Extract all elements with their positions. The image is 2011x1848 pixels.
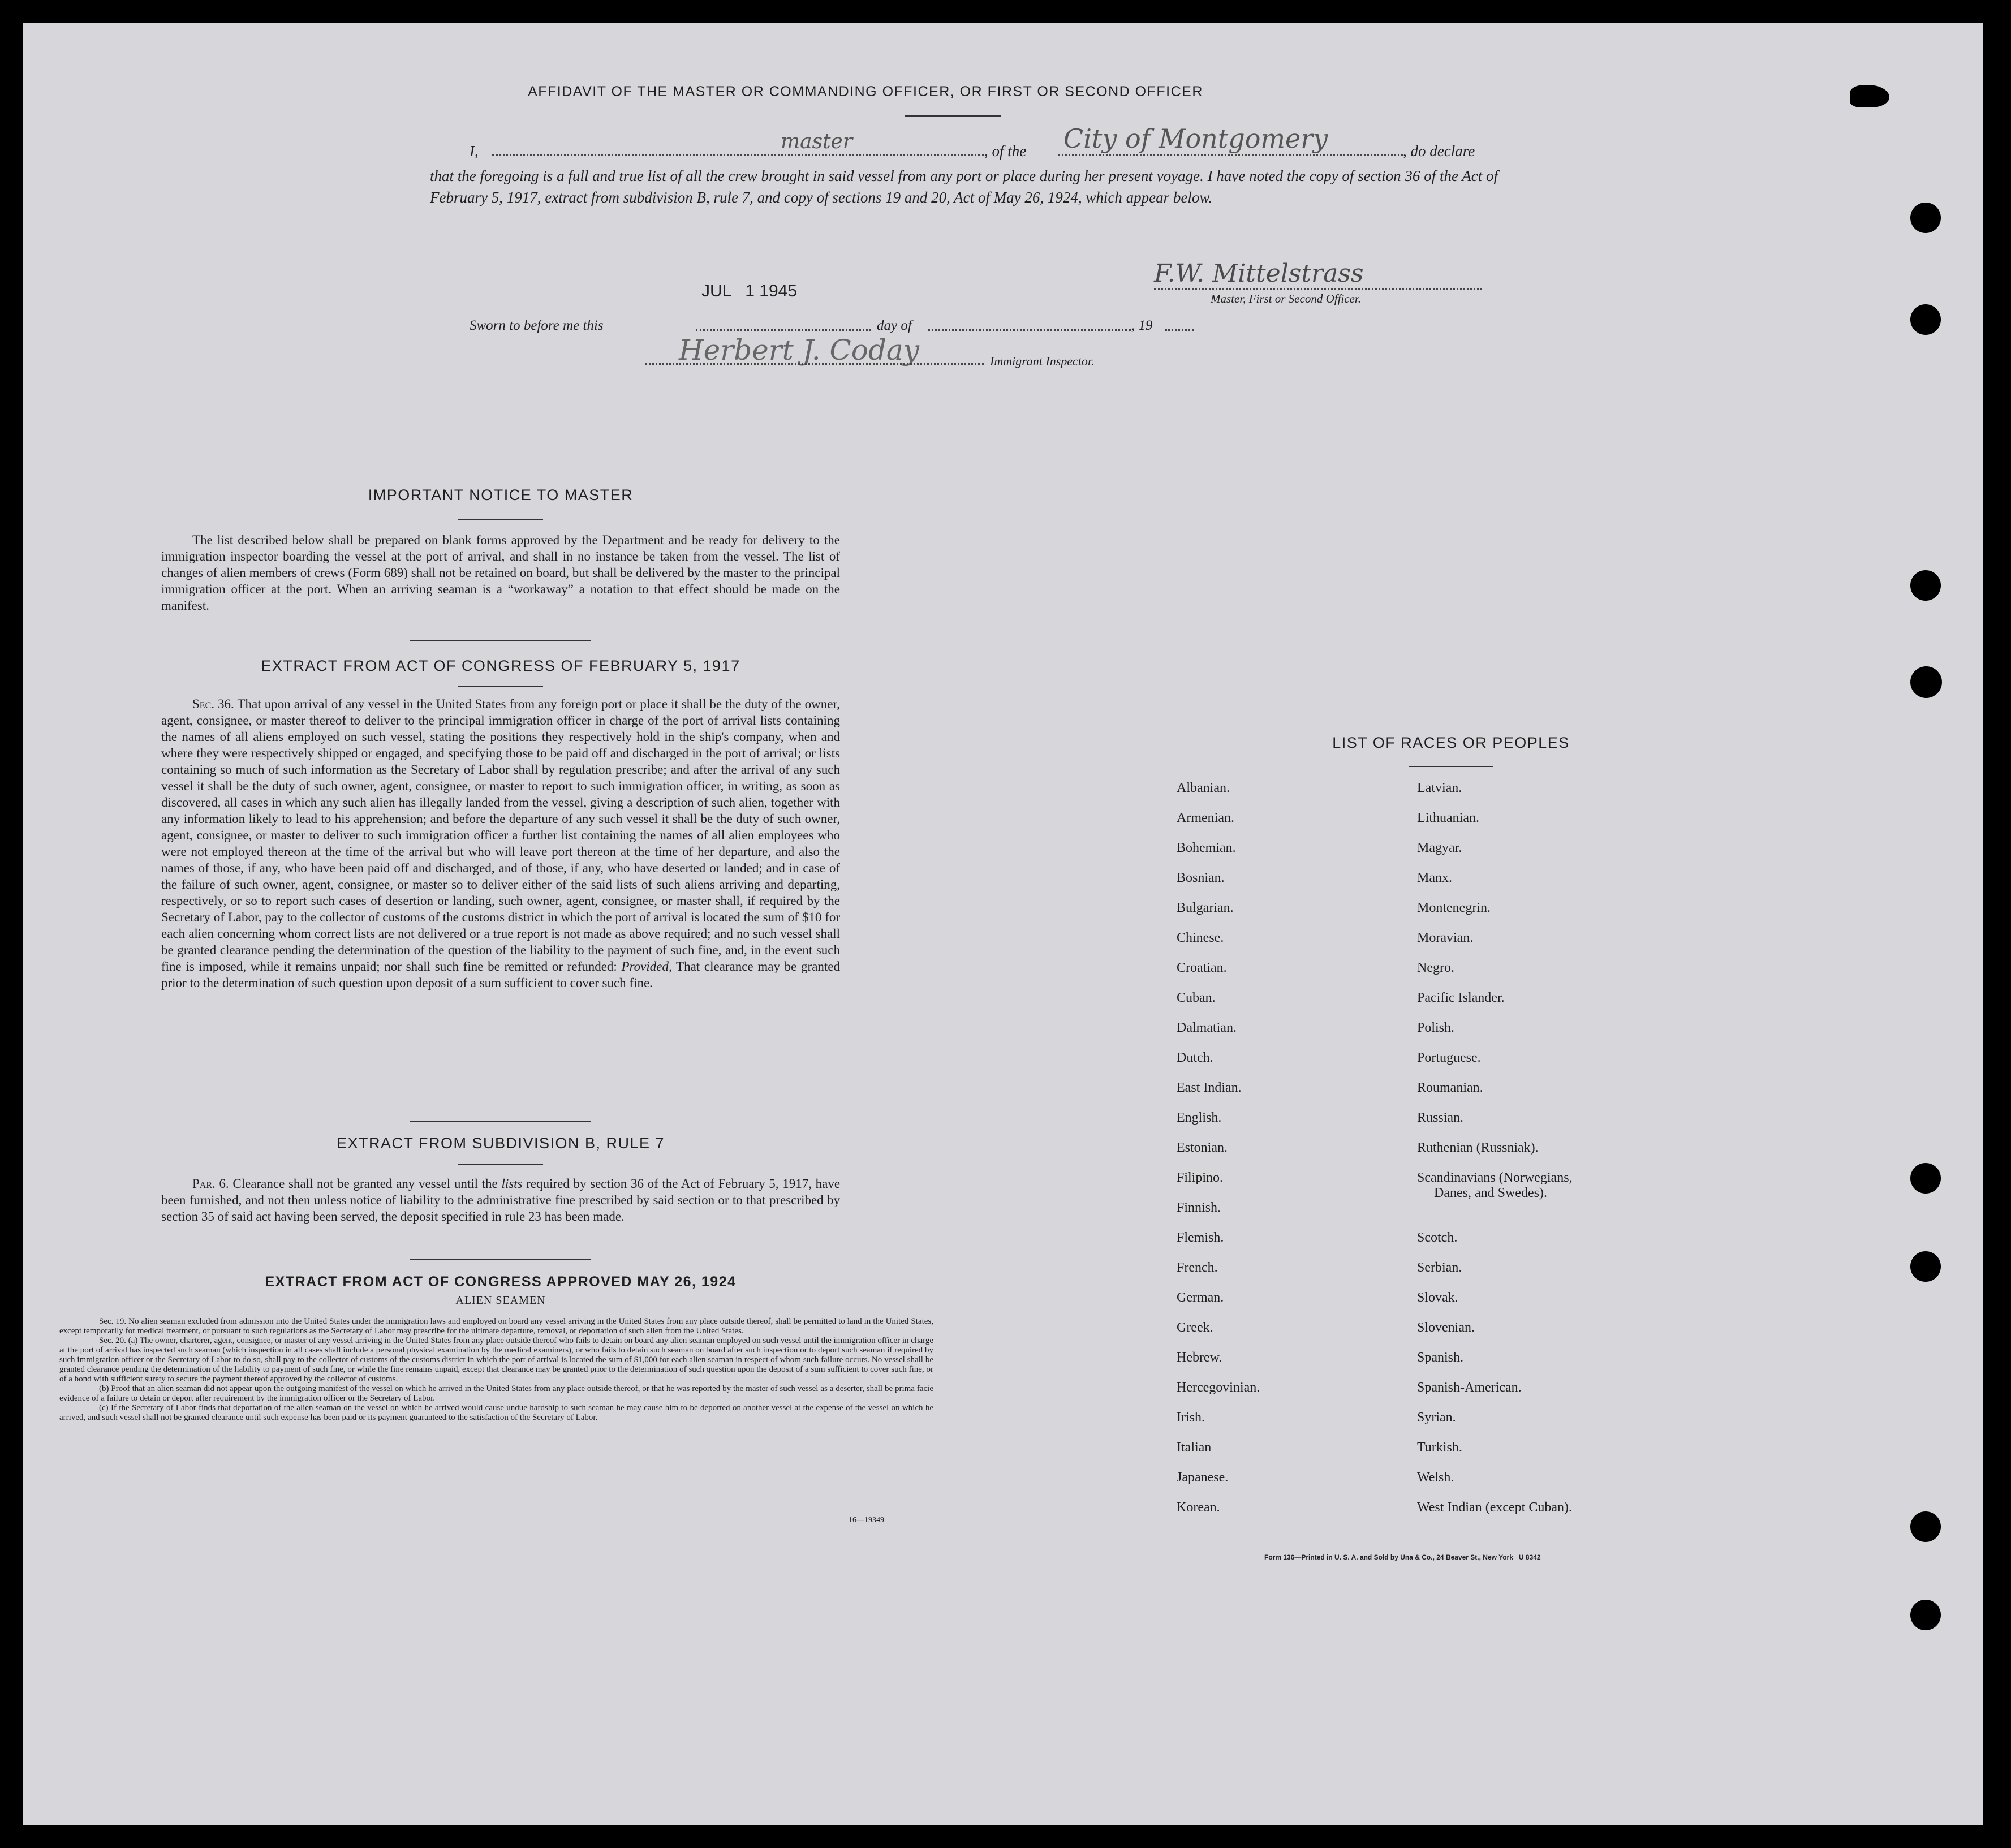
race-item: English. — [1177, 1110, 1222, 1125]
races-title-rule — [1409, 766, 1493, 767]
race-item: Lithuanian. — [1417, 811, 1479, 825]
alien-seamen-subtitle: ALIEN SEAMEN — [455, 1294, 546, 1307]
signature-line — [1154, 272, 1482, 290]
race-item: Slovak. — [1417, 1290, 1458, 1305]
of-the-label: , of the — [984, 143, 1027, 160]
rule7-text-b: required by section 36 of the Act of February 5, 1917, have been furnished, and not then unless notice of liability to the administrative fine prescribed by said section or to that prescribed by section 35 of said act having been served, the deposit specified in rule 23 has been made. — [161, 1177, 841, 1224]
rule7-title: EXTRACT FROM SUBDIVISION B, RULE 7 — [336, 1135, 665, 1152]
title-rule — [905, 115, 1001, 117]
sec-36-tail: That clearance may be granted prior to the determination of such question upon deposit of a sum sufficient to cover such fine. — [161, 959, 841, 990]
race-item: Polish. — [1417, 1020, 1455, 1035]
race-item: Portuguese. — [1417, 1050, 1481, 1065]
race-item: Finnish. — [1177, 1200, 1221, 1215]
race-item: Scotch. — [1417, 1230, 1458, 1245]
race-item: Scandinavians (Norwegians, — [1417, 1170, 1573, 1185]
race-item: Spanish-American. — [1417, 1380, 1522, 1395]
ink-blot — [1850, 85, 1889, 107]
i-label: I, — [470, 143, 479, 160]
sec-36-label: Sec. 36. — [192, 697, 234, 711]
affidavit-body: that the foregoing is a full and true list of all the crew brought in said vessel from any port or place during her present voyage. I have noted the copy of section 36 of the Act of February 5, 1917, extract from subdivision B, rule 7, and copy of sections 19 and 20, Act of May 26, 1924, which appear below. — [430, 167, 1498, 206]
role-line — [492, 136, 984, 156]
extract-1917-end-rule — [410, 1121, 591, 1122]
race-item: Armenian. — [1177, 811, 1234, 825]
role-handwritten: master — [781, 130, 853, 153]
affidavit-title: AFFIDAVIT OF THE MASTER OR COMMANDING OFFICER, OR FIRST OR SECOND OFFICER — [528, 84, 1203, 100]
inspector-line — [645, 347, 984, 365]
race-item: Pacific Islander. — [1417, 990, 1505, 1005]
signature-label: Master, First or Second Officer. — [1211, 292, 1361, 305]
sworn-label: Sworn to before me this — [470, 318, 604, 333]
year-label: , 19 — [1131, 318, 1153, 333]
binder-hole — [1910, 1600, 1941, 1630]
rule7-end-rule — [410, 1259, 591, 1260]
signature-handwritten: F.W. Mittelstrass — [1154, 259, 1364, 288]
sec-36-text: That upon arrival of any vessel in the United States from any foreign port or place it shall be the duty of the owner, agent, consignee, or master thereof to deliver to the principal immigration officer in charge of the port of arrival lists containing the names of all aliens employed on such vessel, stating the positions they respectively hold in the ship's company, when and where they were respectively shipped or engaged, and specifying those to be paid off and discharged in the port of arrival; or lists containing so much of such information as the Secretary of Labor shall by regulation prescribe; and after the arrival of any such vessel it shall be the duty of such owner, agent, consignee, or master to report to such immigration officer, in writing, as soon as discovered, all cases in which any such alien has illegally landed from the vessel, giving a description of such alien, together with any information likely to lead to his apprehension; and before the departure of any such vessel it shall be the duty of such owner, agent, consignee, or master to deliver to such immigration officer a further list containing the names of all alien employees who were not employed thereon at the time of the arrival but who will leave port thereon at the time of her departure, and also the names of those, if any, who have been paid off and discharged, and of those, if any, who have deserted or landed; and in case of the failure of such owner, agent, consignee, or master so to deliver either of the said lists of such aliens arriving and departing, respectively, or so to report such cases of desertion or landing, such owner, agent, consignee, or master shall, if required by the Secretary of Labor, pay to the collector of customs of the customs district in which the port of arrival is located the sum of $10 for each alien concerning whom correct lists are not delivered or a true report is not made as above required; and no such vessel shall be granted clearance pending the determination of the question of the liability to the payment of such fine, and, in the event such fine is imposed, while it remains unpaid; nor shall such fine be remitted or refunded: — [161, 697, 840, 973]
race-item: Albanian. — [1177, 781, 1230, 795]
race-item: Bohemian. — [1177, 841, 1236, 855]
binder-hole — [1910, 1511, 1941, 1542]
rule7-text-a: Clearance shall not be granted any vessel until the — [232, 1177, 498, 1191]
sec-20b-text: (b) Proof that an alien seaman did not appear upon the outgoing manifest of the vessel on which he arrived in the United States from any place outside thereof, or that he was reported by the master of such vessel as a deserter, shall be prima facie evidence of a failure to detain or deport after requirement by the immigration officer or the Secretary of Labor. — [59, 1384, 933, 1403]
race-item: Bulgarian. — [1177, 901, 1234, 915]
sworn-day-line — [696, 313, 871, 331]
races-title: LIST OF RACES OR PEOPLES — [1332, 734, 1570, 751]
race-item: Filipino. — [1177, 1170, 1224, 1185]
race-item: Chinese. — [1177, 931, 1224, 945]
race-item: Latvian. — [1417, 781, 1462, 795]
vessel-handwritten: City of Montgomery — [1063, 123, 1328, 154]
inspector-label: Immigrant Inspector. — [990, 354, 1095, 368]
date-stamp: JUL 1 1945 — [701, 282, 797, 300]
races-right-column — [1417, 781, 1573, 1530]
notice-body: The list described below shall be prepared on blank forms approved by the Department and be ready for delivery to the immigration inspector boarding the vessel at the port of arrival, and shall in no instance be taken from the vessel. The list of changes of alien members of crews (Form 689) shall not be retained on board, but shall be delivered by the master to the principal immigration officer at the port. When an arriving seaman is a “workaway” a notation to that effect should be made on the manifest. — [161, 533, 840, 613]
rule7-body — [161, 1175, 840, 1225]
race-item: Flemish. — [1177, 1230, 1224, 1245]
manifest-page — [23, 23, 1983, 1825]
race-item: Irish. — [1177, 1410, 1205, 1425]
race-item: Russian. — [1417, 1110, 1464, 1125]
race-item: Bosnian. — [1177, 871, 1225, 885]
race-item: Korean. — [1177, 1500, 1220, 1515]
race-item: Dutch. — [1177, 1050, 1213, 1065]
races-left-column — [1177, 781, 1260, 1530]
binder-hole — [1910, 1163, 1941, 1194]
race-item: Japanese. — [1177, 1470, 1229, 1485]
race-item: Italian — [1177, 1440, 1212, 1455]
binder-hole — [1910, 203, 1941, 233]
race-item: Welsh. — [1417, 1470, 1454, 1485]
do-declare-label: , do declare — [1403, 143, 1475, 160]
race-item: French. — [1177, 1260, 1218, 1275]
binder-hole — [1910, 1251, 1941, 1282]
race-item: Magyar. — [1417, 841, 1462, 855]
race-item: Moravian. — [1417, 931, 1474, 945]
binder-hole — [1910, 304, 1941, 335]
notice-title-rule — [458, 519, 543, 520]
race-item: Dalmatian. — [1177, 1020, 1237, 1035]
race-item-cont: Danes, and Swedes). — [1434, 1186, 1547, 1200]
race-item: Negro. — [1417, 960, 1454, 975]
extract-1917-body — [161, 696, 840, 991]
rule7-title-rule — [458, 1164, 543, 1165]
race-item: Croatian. — [1177, 960, 1227, 975]
race-item: Estonian. — [1177, 1140, 1228, 1155]
inspector-handwritten: Herbert J. Coday — [679, 334, 919, 367]
race-item: Cuban. — [1177, 990, 1216, 1005]
lists-word: lists — [501, 1177, 523, 1191]
race-item: Greek. — [1177, 1320, 1213, 1335]
binder-hole — [1910, 666, 1942, 698]
race-item: Roumanian. — [1417, 1080, 1483, 1095]
race-item: Manx. — [1417, 871, 1452, 885]
race-item: Montenegrin. — [1417, 901, 1491, 915]
extract-1924-body — [59, 1317, 933, 1423]
printer-footer: Form 136—Printed in U. S. A. and Sold by Una & Co., 24 Beaver St., New York U 8342 — [1264, 1553, 1541, 1561]
form-code: 16—19349 — [849, 1516, 884, 1524]
race-item: Turkish. — [1417, 1440, 1462, 1455]
year-line — [1165, 313, 1194, 331]
race-item: East Indian. — [1177, 1080, 1242, 1095]
binder-hole — [1910, 570, 1941, 601]
par-6-label: Par. 6. — [192, 1177, 229, 1191]
race-item: Hercegovinian. — [1177, 1380, 1260, 1395]
race-item: German. — [1177, 1290, 1224, 1305]
month-line — [928, 313, 1131, 331]
sec-20c-text: (c) If the Secretary of Labor finds that deportation of the alien seaman on the vessel on which he arrived would cause undue hardship to such seaman he may cause him to be deported on another vessel at the expense of the vessel on which he arrived, and such vessel shall not be granted clearance until such expense has been paid or its payment guaranteed to the satisfaction of the Secretary of Labor. — [59, 1403, 933, 1422]
extract-1917-title: EXTRACT FROM ACT OF CONGRESS OF FEBRUARY 5, 1917 — [261, 657, 740, 674]
race-item: Spanish. — [1417, 1350, 1464, 1365]
provided-word: Provided, — [621, 959, 672, 973]
race-item: Serbian. — [1417, 1260, 1462, 1275]
race-item: Slovenian. — [1417, 1320, 1475, 1335]
notice-rule — [410, 640, 591, 641]
notice-title: IMPORTANT NOTICE TO MASTER — [368, 486, 634, 503]
race-item-scandinavians — [1417, 1170, 1573, 1230]
race-item: Hebrew. — [1177, 1350, 1222, 1365]
race-item: Syrian. — [1417, 1410, 1456, 1425]
race-item: Ruthenian (Russniak). — [1417, 1140, 1539, 1155]
sec-20a-text: Sec. 20. (a) The owner, charterer, agent, consignee, or master of any vessel arriving in the United States from any place outside thereof who fails to detain on board any alien seaman employed on such vessel until the immigration officer in charge at the port of arrival has inspected such seaman (which inspection in all cases shall include a personal physical examination by the medical examiners), or who fails to detain such seaman on board after such inspection or to deport such seaman if required by such immigration officer or the Secretary of Labor to do so, shall pay to the collector of customs of the customs district in which the port of arrival is located the sum of $1,000 for each alien seaman in respect of whom such failure occurs. No vessel shall be granted clearance pending the determination of the liability to payment of such fine, or while the fine remains unpaid, except that clearance may be granted prior to the determination of such question upon the deposit of a sum sufficient to cover such fine, or of a bond with sufficient surety to secure the payment thereof approved by the collector of customs. — [59, 1336, 933, 1384]
extract-1924-title: EXTRACT FROM ACT OF CONGRESS APPROVED MAY 26, 1924 — [265, 1274, 737, 1290]
sec-19-text: Sec. 19. No alien seaman excluded from admission into the United States under the immigration laws and employed on board any vessel arriving in the United States from any place outside thereof, shall be permitted to land in the United States, except temporarily for medical treatment, or pursuant to such regulations as the Secretary of Labor may prescribe for the ultimate departure, removal, or deportation of such alien from the United States. — [59, 1317, 933, 1336]
day-of-label: day of — [877, 318, 912, 333]
race-item: West Indian (except Cuban). — [1417, 1500, 1572, 1515]
extract-1917-rule — [458, 686, 543, 687]
